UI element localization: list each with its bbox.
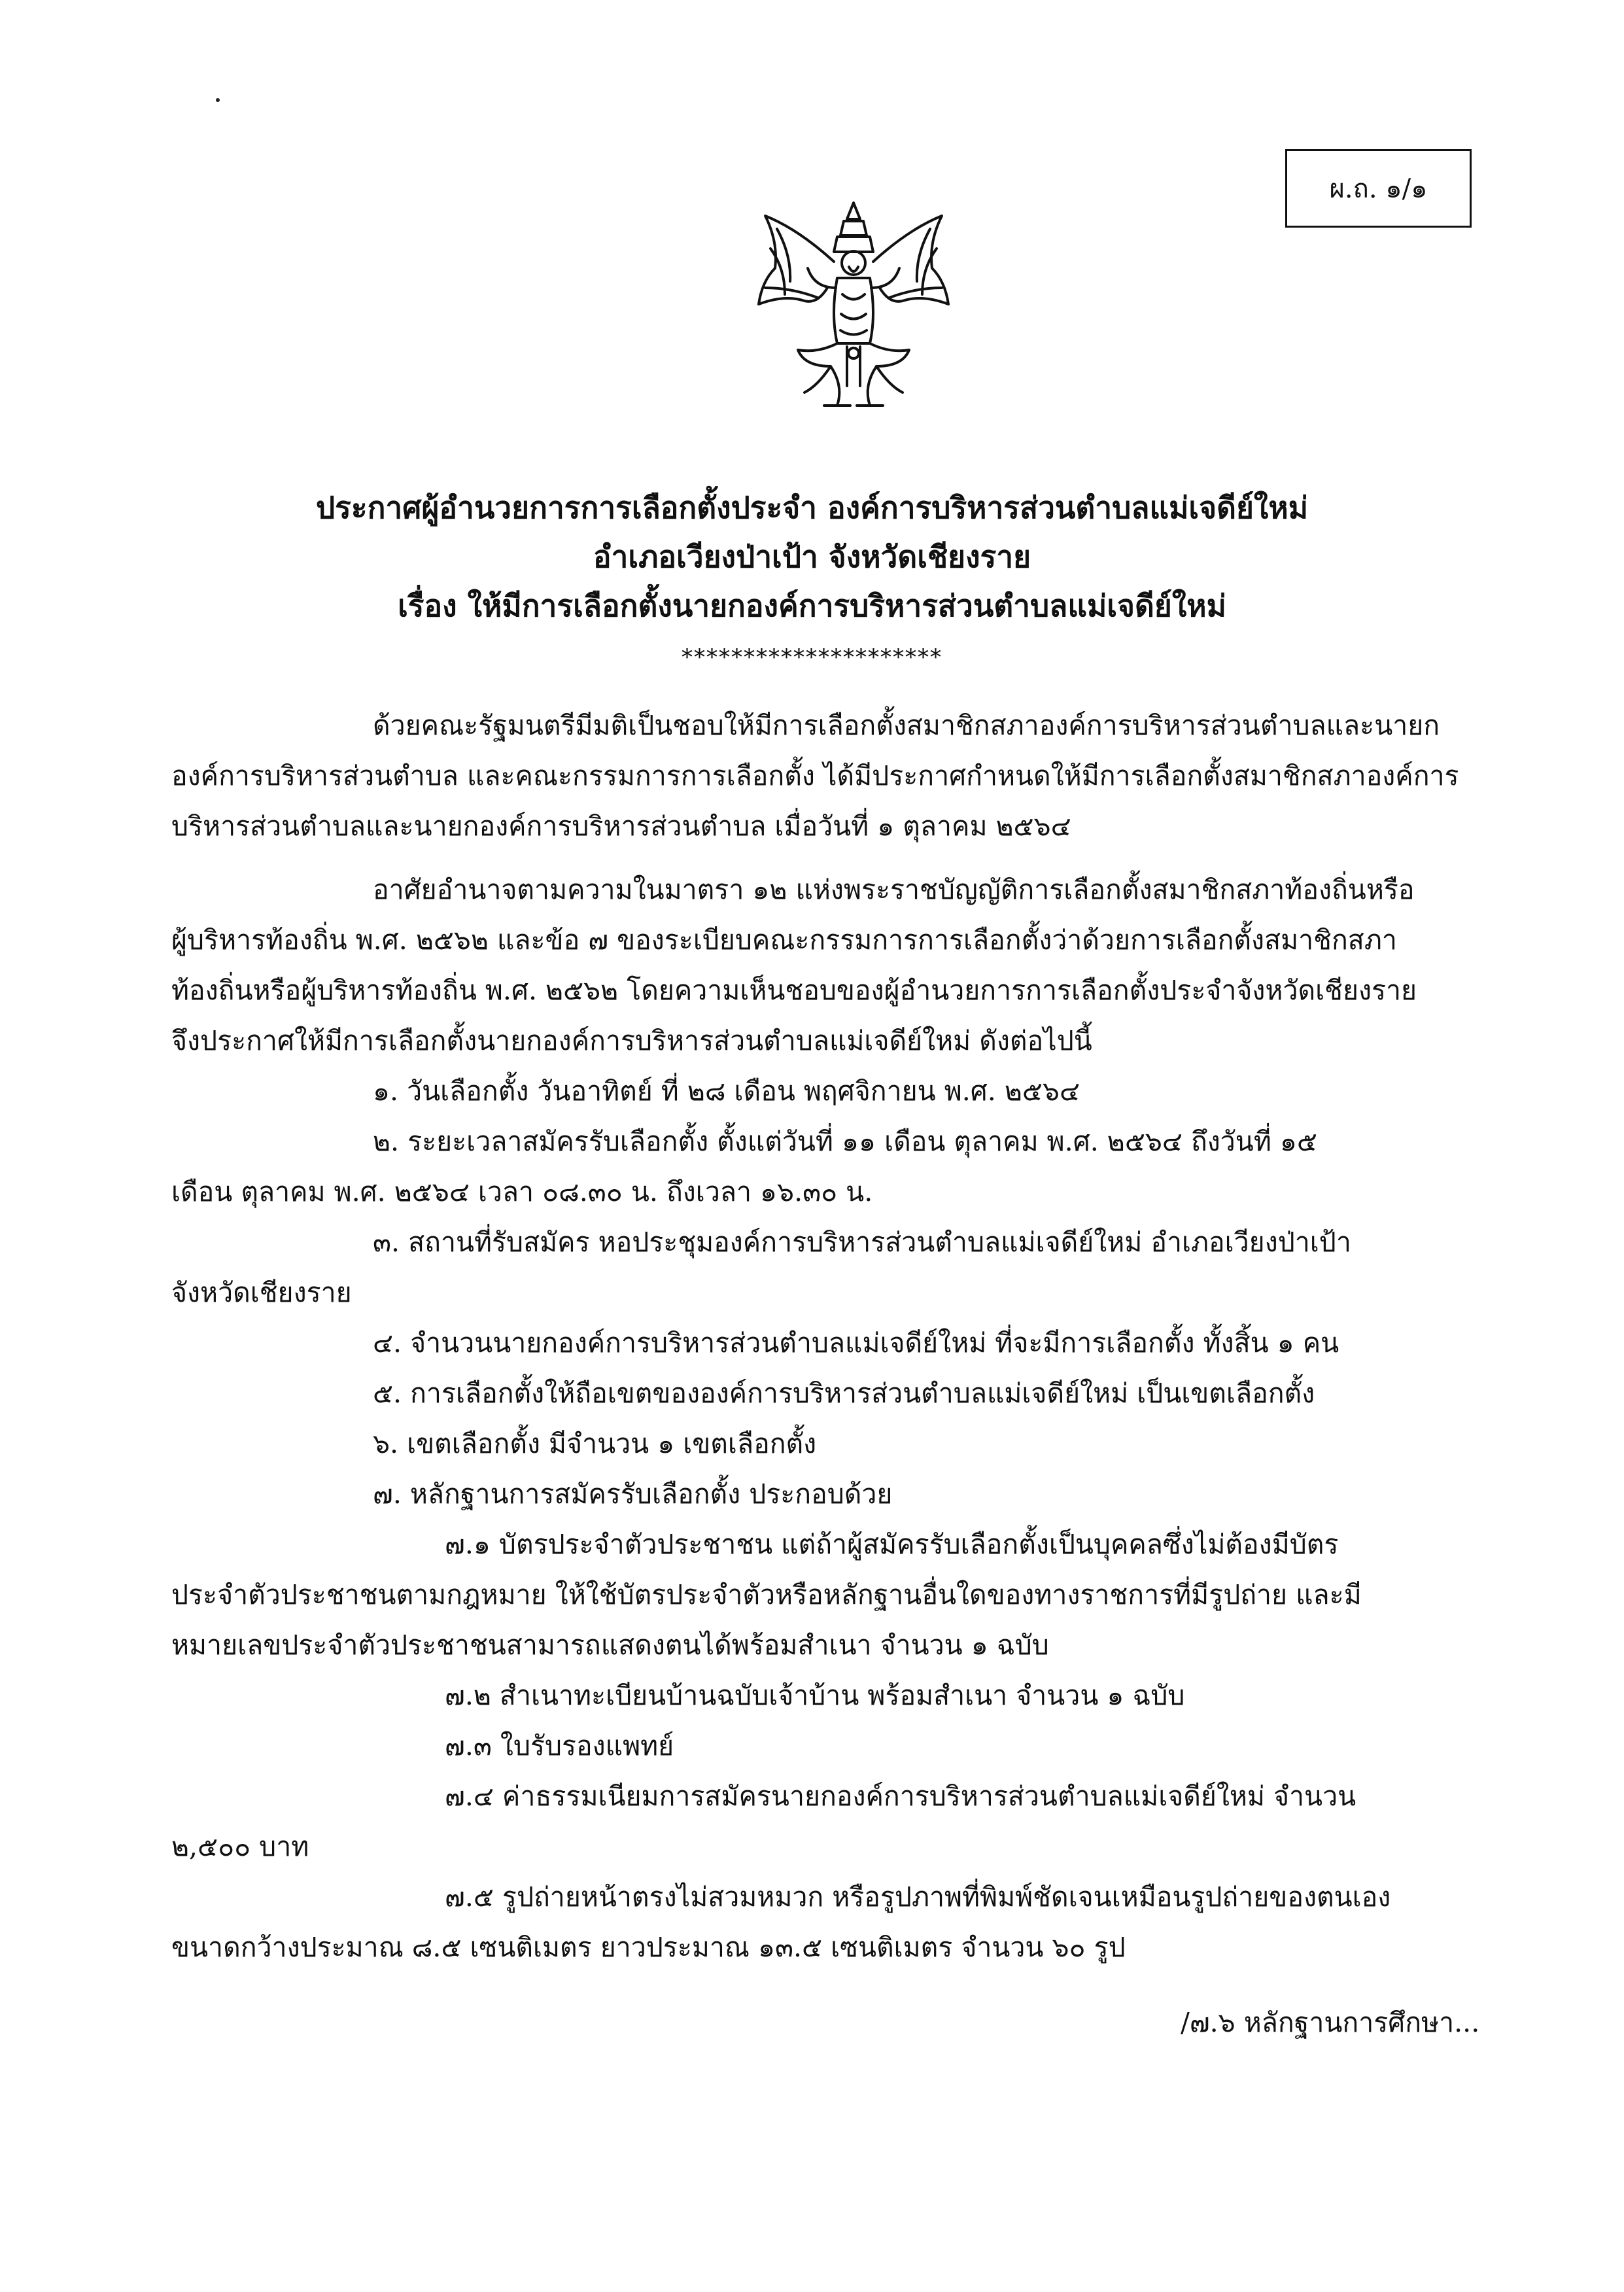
announcement-title-line1: ประกาศผู้อำนวยการการเลือกตั้งประจำ องค์การบริหารส่วนตำบลแม่เจดีย์ใหม่: [315, 490, 1309, 525]
paragraph-line: ด้วยคณะรัฐมนตรีมีมติเป็นชอบให้มีการเลือกตั้งสมาชิกสภาองค์การบริหารส่วนตำบลและนายก: [373, 710, 1440, 741]
sub-item: ๗.๑ บัตรประจำตัวประชาชน แต่ถ้าผู้สมัครรับเลือกตั้งเป็นบุคคลซึ่งไม่ต้องมีบัตร: [445, 1529, 1339, 1560]
list-item: จังหวัดเชียงราย: [171, 1277, 352, 1308]
sub-item: ๗.๓ ใบรับรองแพทย์: [445, 1730, 674, 1762]
list-item: ๓. สถานที่รับสมัคร หอประชุมองค์การบริหารส่วนตำบลแม่เจดีย์ใหม่ อำเภอเวียงป่าเป้า: [373, 1226, 1351, 1258]
list-item: ๒. ระยะเวลาสมัครรับเลือกตั้ง ตั้งแต่วันที่ ๑๑ เดือน ตุลาคม พ.ศ. ๒๕๖๔ ถึงวันที่ ๑๕: [373, 1126, 1317, 1157]
list-item: ๕. การเลือกตั้งให้ถือเขตขององค์การบริหารส่วนตำบลแม่เจดีย์ใหม่ เป็นเขตเลือกตั้ง: [373, 1378, 1315, 1409]
sub-item: ๗.๕ รูปถ่ายหน้าตรงไม่สวมหมวก หรือรูปภาพที่พิมพ์ชัดเจนเหมือนรูปถ่ายของตนเอง: [445, 1881, 1391, 1913]
sub-item: ประจำตัวประชาชนตามกฎหมาย ให้ใช้บัตรประจำตัวหรือหลักฐานอื่นใดของทางราชการที่มีรูปถ่าย และมี: [171, 1579, 1362, 1610]
paragraph-line: ผู้บริหารท้องถิ่น พ.ศ. ๒๕๖๒ และข้อ ๗ ของระเบียบคณะกรรมการการเลือกตั้งว่าด้วยการเลือกตั้งสมาชิกสภา: [171, 924, 1397, 956]
paragraph-line: องค์การบริหารส่วนตำบล และคณะกรรมการการเลือกตั้ง ได้มีประกาศกำหนดให้มีการเลือกตั้งสมาชิกสภาองค์การ: [171, 760, 1459, 791]
paragraph-line: จึงประกาศให้มีการเลือกตั้งนายกองค์การบริหารส่วนตำบลแม่เจดีย์ใหม่ ดังต่อไปนี้: [171, 1025, 1092, 1056]
list-item: ๖. เขตเลือกตั้ง มีจำนวน ๑ เขตเลือกตั้ง: [373, 1428, 817, 1459]
form-code: ผ.ถ. ๑/๑: [1329, 174, 1428, 204]
announcement-title-line2: อำเภอเวียงป่าเป้า จังหวัดเชียงราย: [593, 539, 1031, 574]
sub-item: ๗.๒ สำเนาทะเบียนบ้านฉบับเจ้าบ้าน พร้อมสำเนา จำนวน ๑ ฉบับ: [445, 1680, 1185, 1711]
paragraph-line: อาศัยอำนาจตามความในมาตรา ๑๒ แห่งพระราชบัญญัติการเลือกตั้งสมาชิกสภาท้องถิ่นหรือ: [373, 874, 1415, 905]
paragraph-line: ท้องถิ่นหรือผู้บริหารท้องถิ่น พ.ศ. ๒๕๖๒ โดยความเห็นชอบของผู้อำนวยการการเลือกตั้งประจำจังหวัดเชียงราย: [171, 975, 1417, 1006]
sub-item: ขนาดกว้างประมาณ ๘.๕ เซนติเมตร ยาวประมาณ ๑๓.๕ เซนติเมตร จำนวน ๖๐ รูป: [171, 1932, 1126, 1963]
garuda-emblem-icon: [739, 190, 968, 425]
sub-item: หมายเลขประจำตัวประชาชนสามารถแสดงตนได้พร้อมสำเนา จำนวน ๑ ฉบับ: [171, 1629, 1049, 1661]
separator-stars: *********************: [682, 644, 942, 670]
list-item: เดือน ตุลาคม พ.ศ. ๒๕๖๔ เวลา ๐๘.๓๐ น. ถึงเวลา ๑๖.๓๐ น.: [171, 1176, 873, 1207]
scan-speck: [216, 98, 220, 102]
list-item: ๑. วันเลือกตั้ง วันอาทิตย์ ที่ ๒๘ เดือน พฤศจิกายน พ.ศ. ๒๕๖๔: [373, 1075, 1080, 1107]
form-code-box: [1285, 149, 1472, 228]
announcement-subject: เรื่อง ให้มีการเลือกตั้งนายกองค์การบริหารส่วนตำบลแม่เจดีย์ใหม่: [398, 588, 1226, 623]
sub-item: ๒,๕๐๐ บาท: [171, 1831, 309, 1862]
sub-item: ๗.๔ ค่าธรรมเนียมการสมัครนายกองค์การบริหารส่วนตำบลแม่เจดีย์ใหม่ จำนวน: [445, 1780, 1356, 1812]
list-item: ๗. หลักฐานการสมัครรับเลือกตั้ง ประกอบด้วย: [373, 1478, 893, 1510]
continuation-note: /๗.๖ หลักฐานการศึกษา...: [1181, 2007, 1480, 2038]
list-item: ๔. จำนวนนายกองค์การบริหารส่วนตำบลแม่เจดีย์ใหม่ ที่จะมีการเลือกตั้ง ทั้งสิ้น ๑ คน: [373, 1327, 1339, 1359]
paragraph-line: บริหารส่วนตำบลและนายกองค์การบริหารส่วนตำบล เมื่อวันที่ ๑ ตุลาคม ๒๕๖๔: [171, 810, 1071, 842]
